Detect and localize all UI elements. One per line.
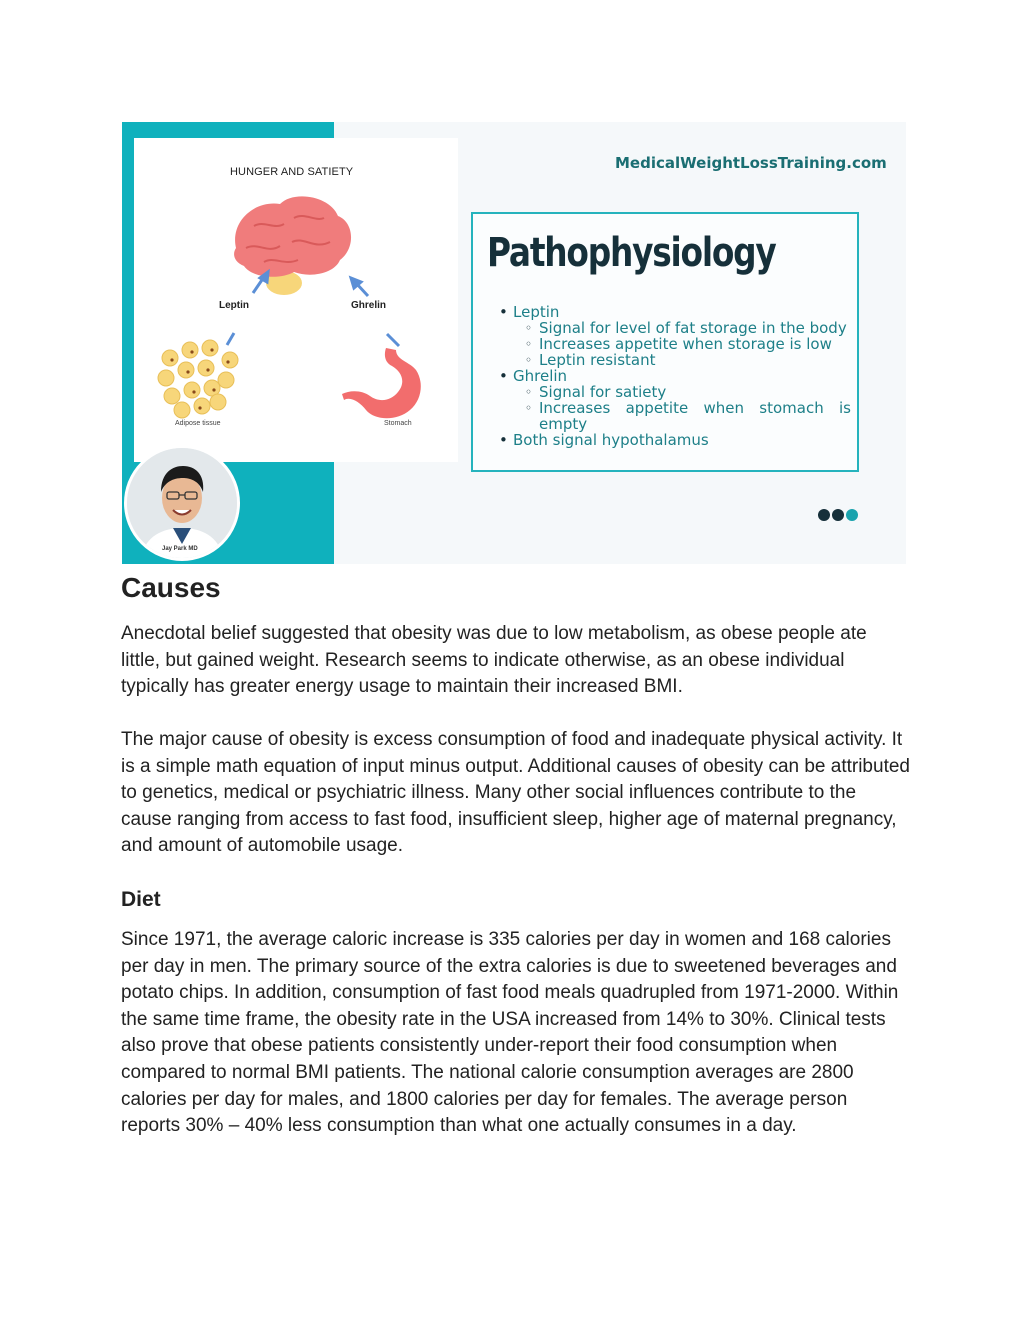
- brand-website: MedicalWeightLossTraining.com: [615, 154, 887, 172]
- dot-icon: [832, 509, 844, 521]
- sub-bullet: ◦ Leptin resistant: [499, 352, 851, 368]
- dot-icon: [818, 509, 830, 521]
- ghrelin-arrow-icon: [351, 278, 399, 346]
- slide-image: [122, 122, 906, 564]
- pathophysiology-box: [471, 212, 859, 472]
- ghrelin-label: Ghrelin: [351, 300, 387, 311]
- causes-paragraph-2: The major cause of obesity is excess consumption of food and inadequate physical activity. It is a simple math equation of input minus output. Additional causes of obesity can be attributed to genetics, medical or psychiatric illness. Many other social influences contribute to the cause ranging from access to fast food, insufficient sleep, higher age of maternal pregnancy, and amount of automobile usage.: [121, 729, 910, 857]
- bullet-ghrelin: • Ghrelin: [499, 368, 851, 384]
- hunger-satiety-diagram: [134, 138, 458, 462]
- sub-bullet: ◦ Increases appetite when storage is low: [499, 336, 851, 352]
- bullet-both: • Both signal hypothalamus: [499, 432, 851, 448]
- slide-title: Pathophysiology: [487, 230, 776, 276]
- stomach-icon: [342, 348, 421, 418]
- presenter-photo-icon: [127, 448, 237, 558]
- presenter-avatar: [124, 445, 240, 561]
- diet-paragraph: Since 1971, the average caloric increase is 335 calories per day in women and 168 calories per day in men. The primary source of the extra calories is due to sweetened beverages and potato chips. In addition, consumption of fast food meals quadrupled from 1971-2000. Within the same time frame, the obesity rate in the USA increased from 14% to 30%. Clinical tests also prove that obese patients consistently under-report their food consumption when compared to normal BMI patients. The national calorie consumption averages are 2800 calories per day for males, and 1800 calories per day for females. The average person reports 30% – 40% less consumption than what one actually consumes in a day.: [121, 929, 899, 1137]
- slide-dots-indicator: [818, 508, 860, 526]
- adipose-tissue-icon: [158, 340, 238, 418]
- adipose-tissue-label: Adipose tissue: [175, 420, 221, 427]
- slide-bullet-list: [499, 304, 851, 448]
- dot-icon: [846, 509, 858, 521]
- sub-bullet: ◦ Increases appetite when stomach is: [499, 400, 851, 416]
- brain-icon: [234, 196, 351, 295]
- teal-accent-top: [122, 122, 334, 138]
- presenter-name: Jay Park MD: [162, 546, 198, 552]
- sub-bullet-continuation: empty: [539, 415, 588, 433]
- bullet-leptin: • Leptin: [499, 304, 851, 320]
- causes-paragraph-1: Anecdotal belief suggested that obesity was due to low metabolism, as obese people ate little, but gained weight. Research seems to indicate otherwise, as an obese individual typically has greater energy usage to maintain their increased BMI.: [121, 623, 867, 698]
- diagram-title: HUNGER AND SATIETY: [230, 166, 354, 178]
- sub-bullet: ◦ Signal for satiety: [499, 384, 851, 400]
- stomach-label: Stomach: [384, 420, 412, 427]
- sub-bullet: ◦ Signal for level of fat storage in the body: [499, 320, 851, 336]
- leptin-label: Leptin: [219, 300, 249, 311]
- diet-heading: Diet: [121, 888, 161, 911]
- causes-heading: Causes: [121, 572, 221, 603]
